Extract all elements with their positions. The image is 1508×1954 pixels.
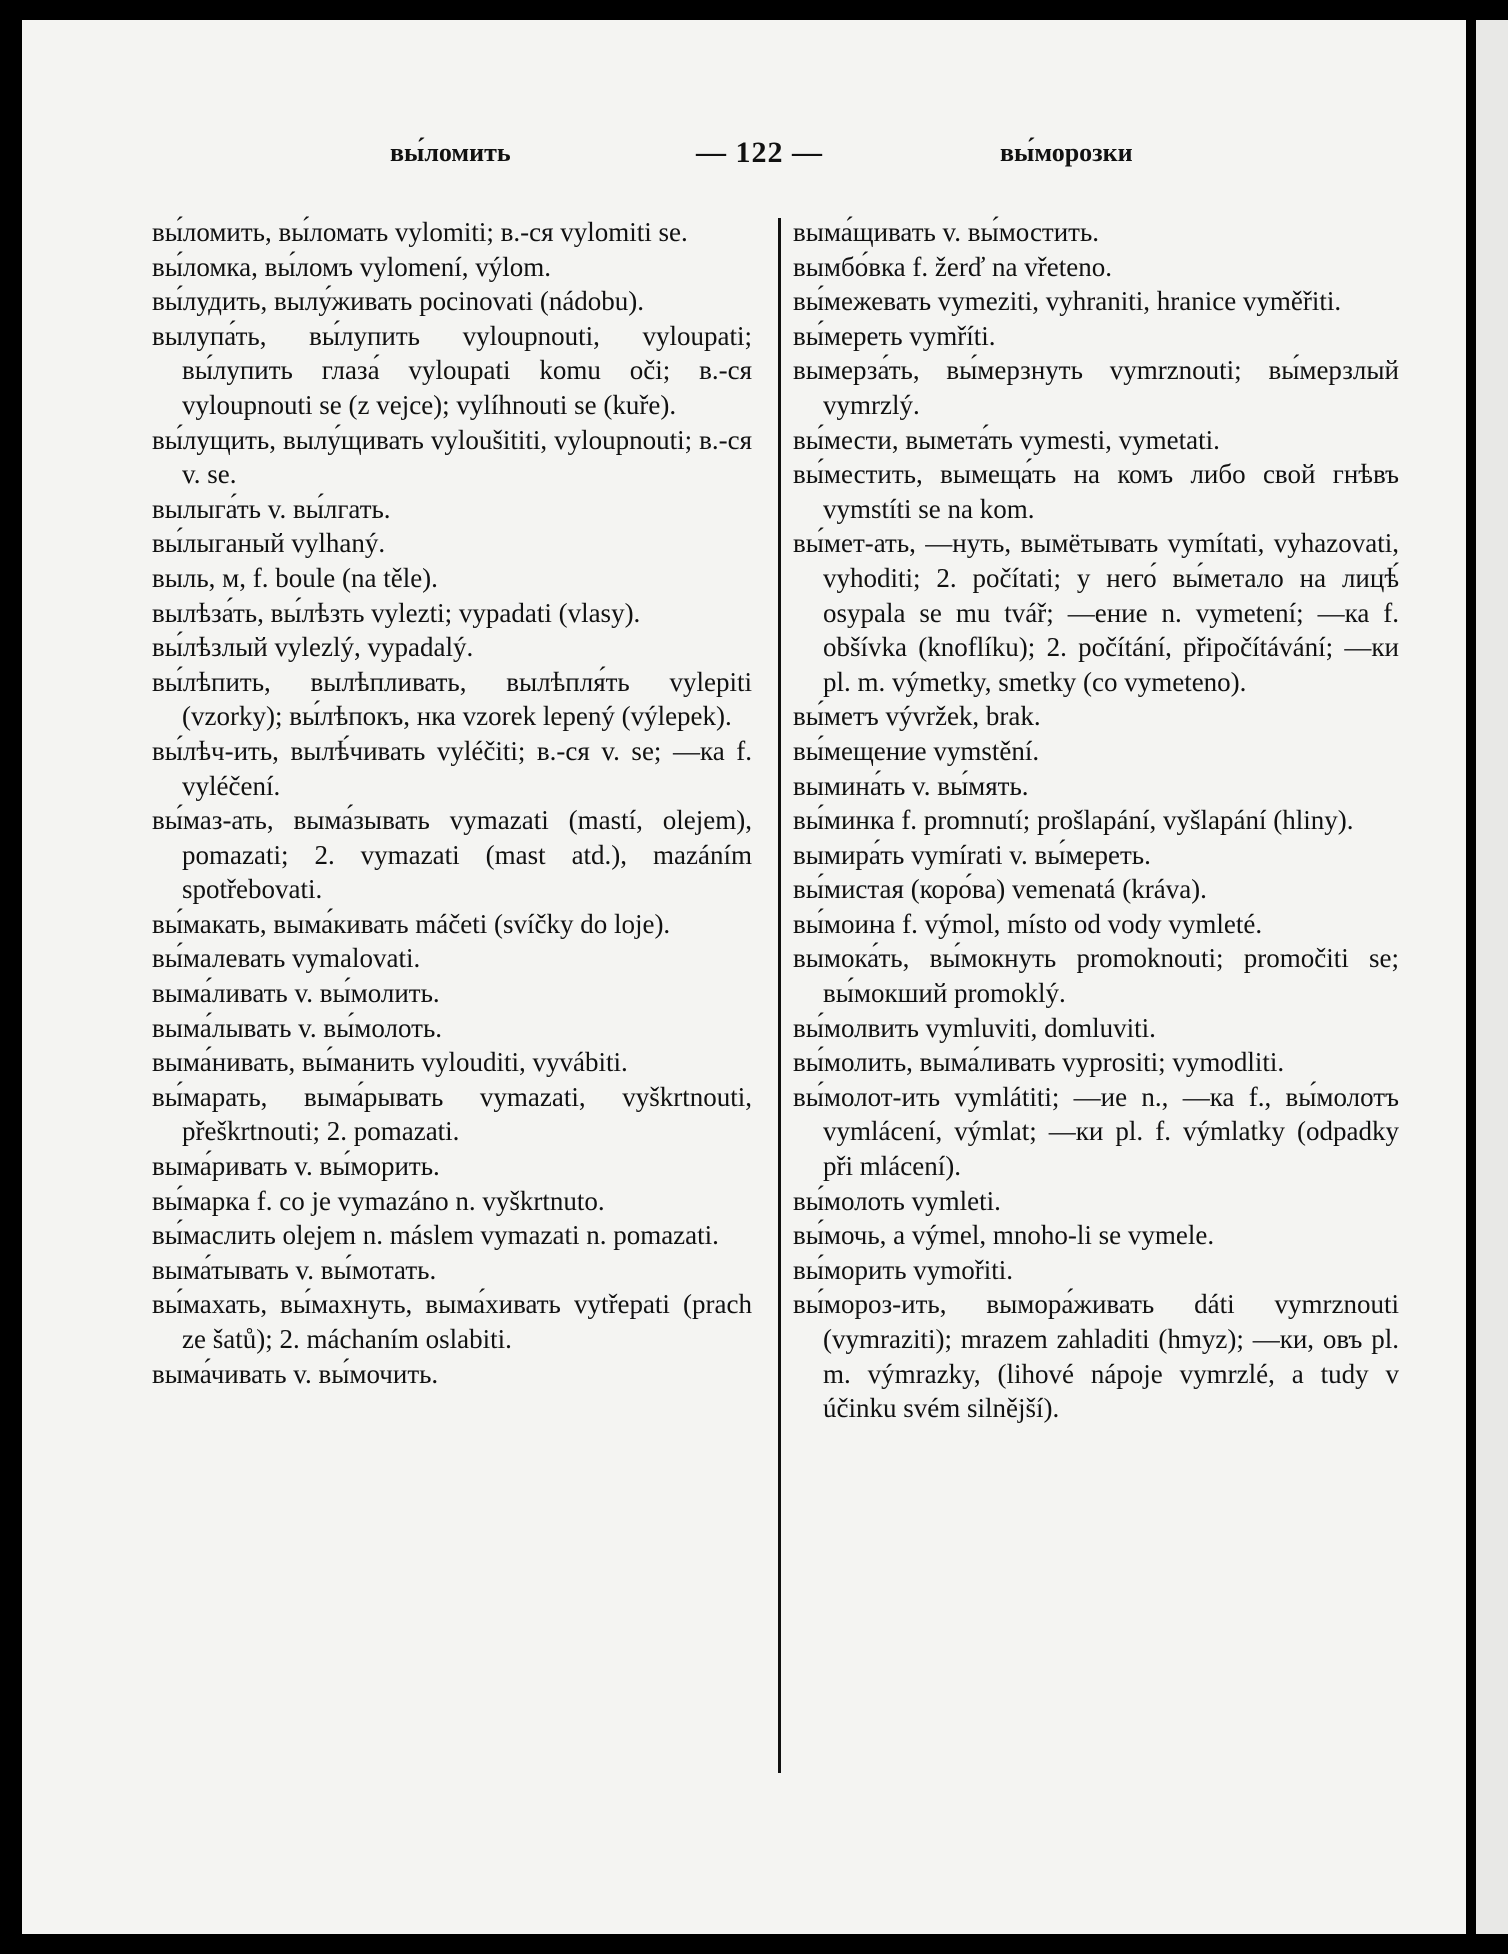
dictionary-entry: выль, м, f. boule (na těle). (152, 562, 438, 593)
dictionary-entry: вы́молоть vymleti. (793, 1185, 1001, 1216)
left-column (152, 215, 752, 1391)
dictionary-entry: вы́лѣпить, вылѣпливать, вылѣпля́ть vylepiti (vzorky); вы́лѣпокъ, нка vzorek lepený (výlepek). (152, 666, 752, 732)
dictionary-entry: выма́нивать, вы́манить vylouditi, vyvábiti. (152, 1047, 628, 1078)
dictionary-entry: вы́мести, вымета́ть vymesti, vymetati. (793, 424, 1220, 455)
dictionary-entry: вы́местить, вымеща́ть на комъ либо свой гнѣвъ vymstíti se na kom. (793, 459, 1399, 524)
dictionary-entry: вы́маз-ать, выма́зывать vymazati (mastí, olejem), pomazati; 2. vymazati (mast atd.), mazáním spotřebovati. (152, 805, 752, 905)
dictionary-entry: выма́тывать v. вы́мотать. (152, 1254, 437, 1285)
dictionary-entry: вы́молвить vymluviti, domluviti. (793, 1012, 1156, 1043)
column-divider (778, 218, 781, 1773)
next-page-edge (1476, 20, 1508, 1934)
dictionary-entry: вы́марка f. co je vymazáno n. vyškrtnuto. (152, 1185, 605, 1216)
dictionary-entry: выма́лывать v. вы́молоть. (152, 1012, 443, 1043)
dictionary-entry: выма́ливать v. вы́молить. (152, 978, 440, 1009)
header-right-guide-word: вы́морозки (1000, 138, 1133, 167)
dictionary-entry: вымира́ть vymírati v. вы́мереть. (793, 839, 1151, 870)
dictionary-entry: вы́метъ vývržek, brak. (793, 701, 1041, 732)
right-column (793, 215, 1399, 1426)
dictionary-entry: вы́межевать vymeziti, vyhraniti, hranice vyměřiti. (793, 286, 1342, 317)
dictionary-entry: вы́мистая (коро́ва) vemenatá (kráva). (793, 874, 1207, 905)
dictionary-entry: вы́малевать vymalovati. (152, 943, 421, 974)
dictionary-entry: вымерза́ть, вы́мерзнуть vymrznouti; вы́мерзлый vymrzlý. (793, 355, 1399, 420)
dictionary-entry: вы́лѣч-ить, вылѣ́чивать vyléčiti; в.-ся v. se; —ка f. vyléčení. (152, 735, 752, 801)
dictionary-entry: вымина́ть v. вы́мять. (793, 770, 1029, 801)
dictionary-entry: вы́лыганый vylhaný. (152, 528, 386, 559)
dictionary-entry: вы́лущить, вылу́щивать vyloušititi, vyloupnouti; в.-ся v. se. (152, 424, 752, 490)
header-left-guide-word: вы́ломить (390, 138, 511, 167)
dictionary-entry: вы́минка f. promnutí; prošlapání, vyšlapání (hliny). (793, 805, 1354, 836)
page-number: — 122 — (696, 136, 823, 169)
dictionary-entry: вы́молот-ить vymlátiti; —ие n., —ка f., вы́молотъ vymlácení, výmlat; —ки pl. f. výmlatky (odpadky při mlácení). (793, 1081, 1399, 1182)
dictionary-entry: вы́макать, выма́кивать máčeti (svíčky do loje). (152, 908, 671, 939)
dictionary-entry: вы́морить vymořiti. (793, 1254, 1014, 1285)
dictionary-entry: вы́моина f. výmol, místo od vody vymleté. (793, 908, 1263, 939)
dictionary-entry: вы́мещение vymstění. (793, 735, 1040, 766)
dictionary-entry: вымбо́вка f. žerď na vřeteno. (793, 251, 1113, 282)
dictionary-entry: вылыга́ть v. вы́лгать. (152, 493, 391, 524)
dictionary-entry: выма́ривать v. вы́морить. (152, 1151, 440, 1182)
dictionary-entry: вы́мочь, а výmel, mnoho-li se vymele. (793, 1220, 1215, 1251)
dictionary-entry: вы́марать, выма́рывать vymazati, vyškrtnouti, přeškrtnouti; 2. pomazati. (152, 1081, 752, 1147)
dictionary-entry: вы́молить, выма́ливать vyprositi; vymodliti. (793, 1047, 1285, 1078)
dictionary-entry: вы́махать, вы́махнуть, выма́хивать vytřepati (prach ze šatů); 2. máchaním oslabiti. (152, 1289, 752, 1354)
dictionary-entry: вы́ломка, вы́ломъ vylomení, výlom. (152, 251, 552, 282)
dictionary-entry: выма́чивать v. вы́мочить. (152, 1358, 439, 1389)
dictionary-entry: вы́мет-ать, —нуть, вымётывать vymítati, vyhazovati, vyhoditi; 2. počítati; у него́ вы́метало на лицѣ́ osypala se mu tvář; —ение n. vymetení; —ка f. obšívka (knoflíku); 2. počítání, připočítávání; —ки pl. m. výmetky, smetky (co vymeteno). (793, 528, 1399, 697)
dictionary-entry: вы́маслить olejem n. máslem vymazati n. pomazati. (152, 1220, 719, 1251)
dictionary-entry: вы́мереть vymříti. (793, 320, 996, 351)
dictionary-entry: вылѣза́ть, вы́лѣзть vylezti; vypadati (vlasy). (152, 597, 641, 628)
dictionary-entry: вы́лудить, вылу́живать pocinovati (nádobu). (152, 286, 645, 317)
dictionary-entry: вылупа́ть, вы́лупить vyloupnouti, vyloupati; вы́лупить глаза́ vyloupati komu oči; в.-ся vyloupnouti se (z vejce); vylíhnouti se (kuře). (152, 320, 752, 420)
dictionary-entry: вымока́ть, вы́мокнуть promoknouti; promočiti se; вы́мокший promoklý. (793, 943, 1399, 1009)
dictionary-entry: вы́лѣзлый vylezlý, vypadalý. (152, 632, 474, 663)
dictionary-entry: вы́мороз-ить, вымора́живать dáti vymrznouti (vymraziti); mrazem zahladiti (hmyz); —ки, овъ pl. m. výmrazky, (lihové nápoje vymrzlé, a tudy v účinku svém silnější). (793, 1289, 1399, 1424)
dictionary-entry: выма́щивать v. вы́мостить. (793, 217, 1100, 247)
dictionary-entry: вы́ломить, вы́ломать vylomiti; в.-ся vylomiti se. (152, 217, 688, 247)
